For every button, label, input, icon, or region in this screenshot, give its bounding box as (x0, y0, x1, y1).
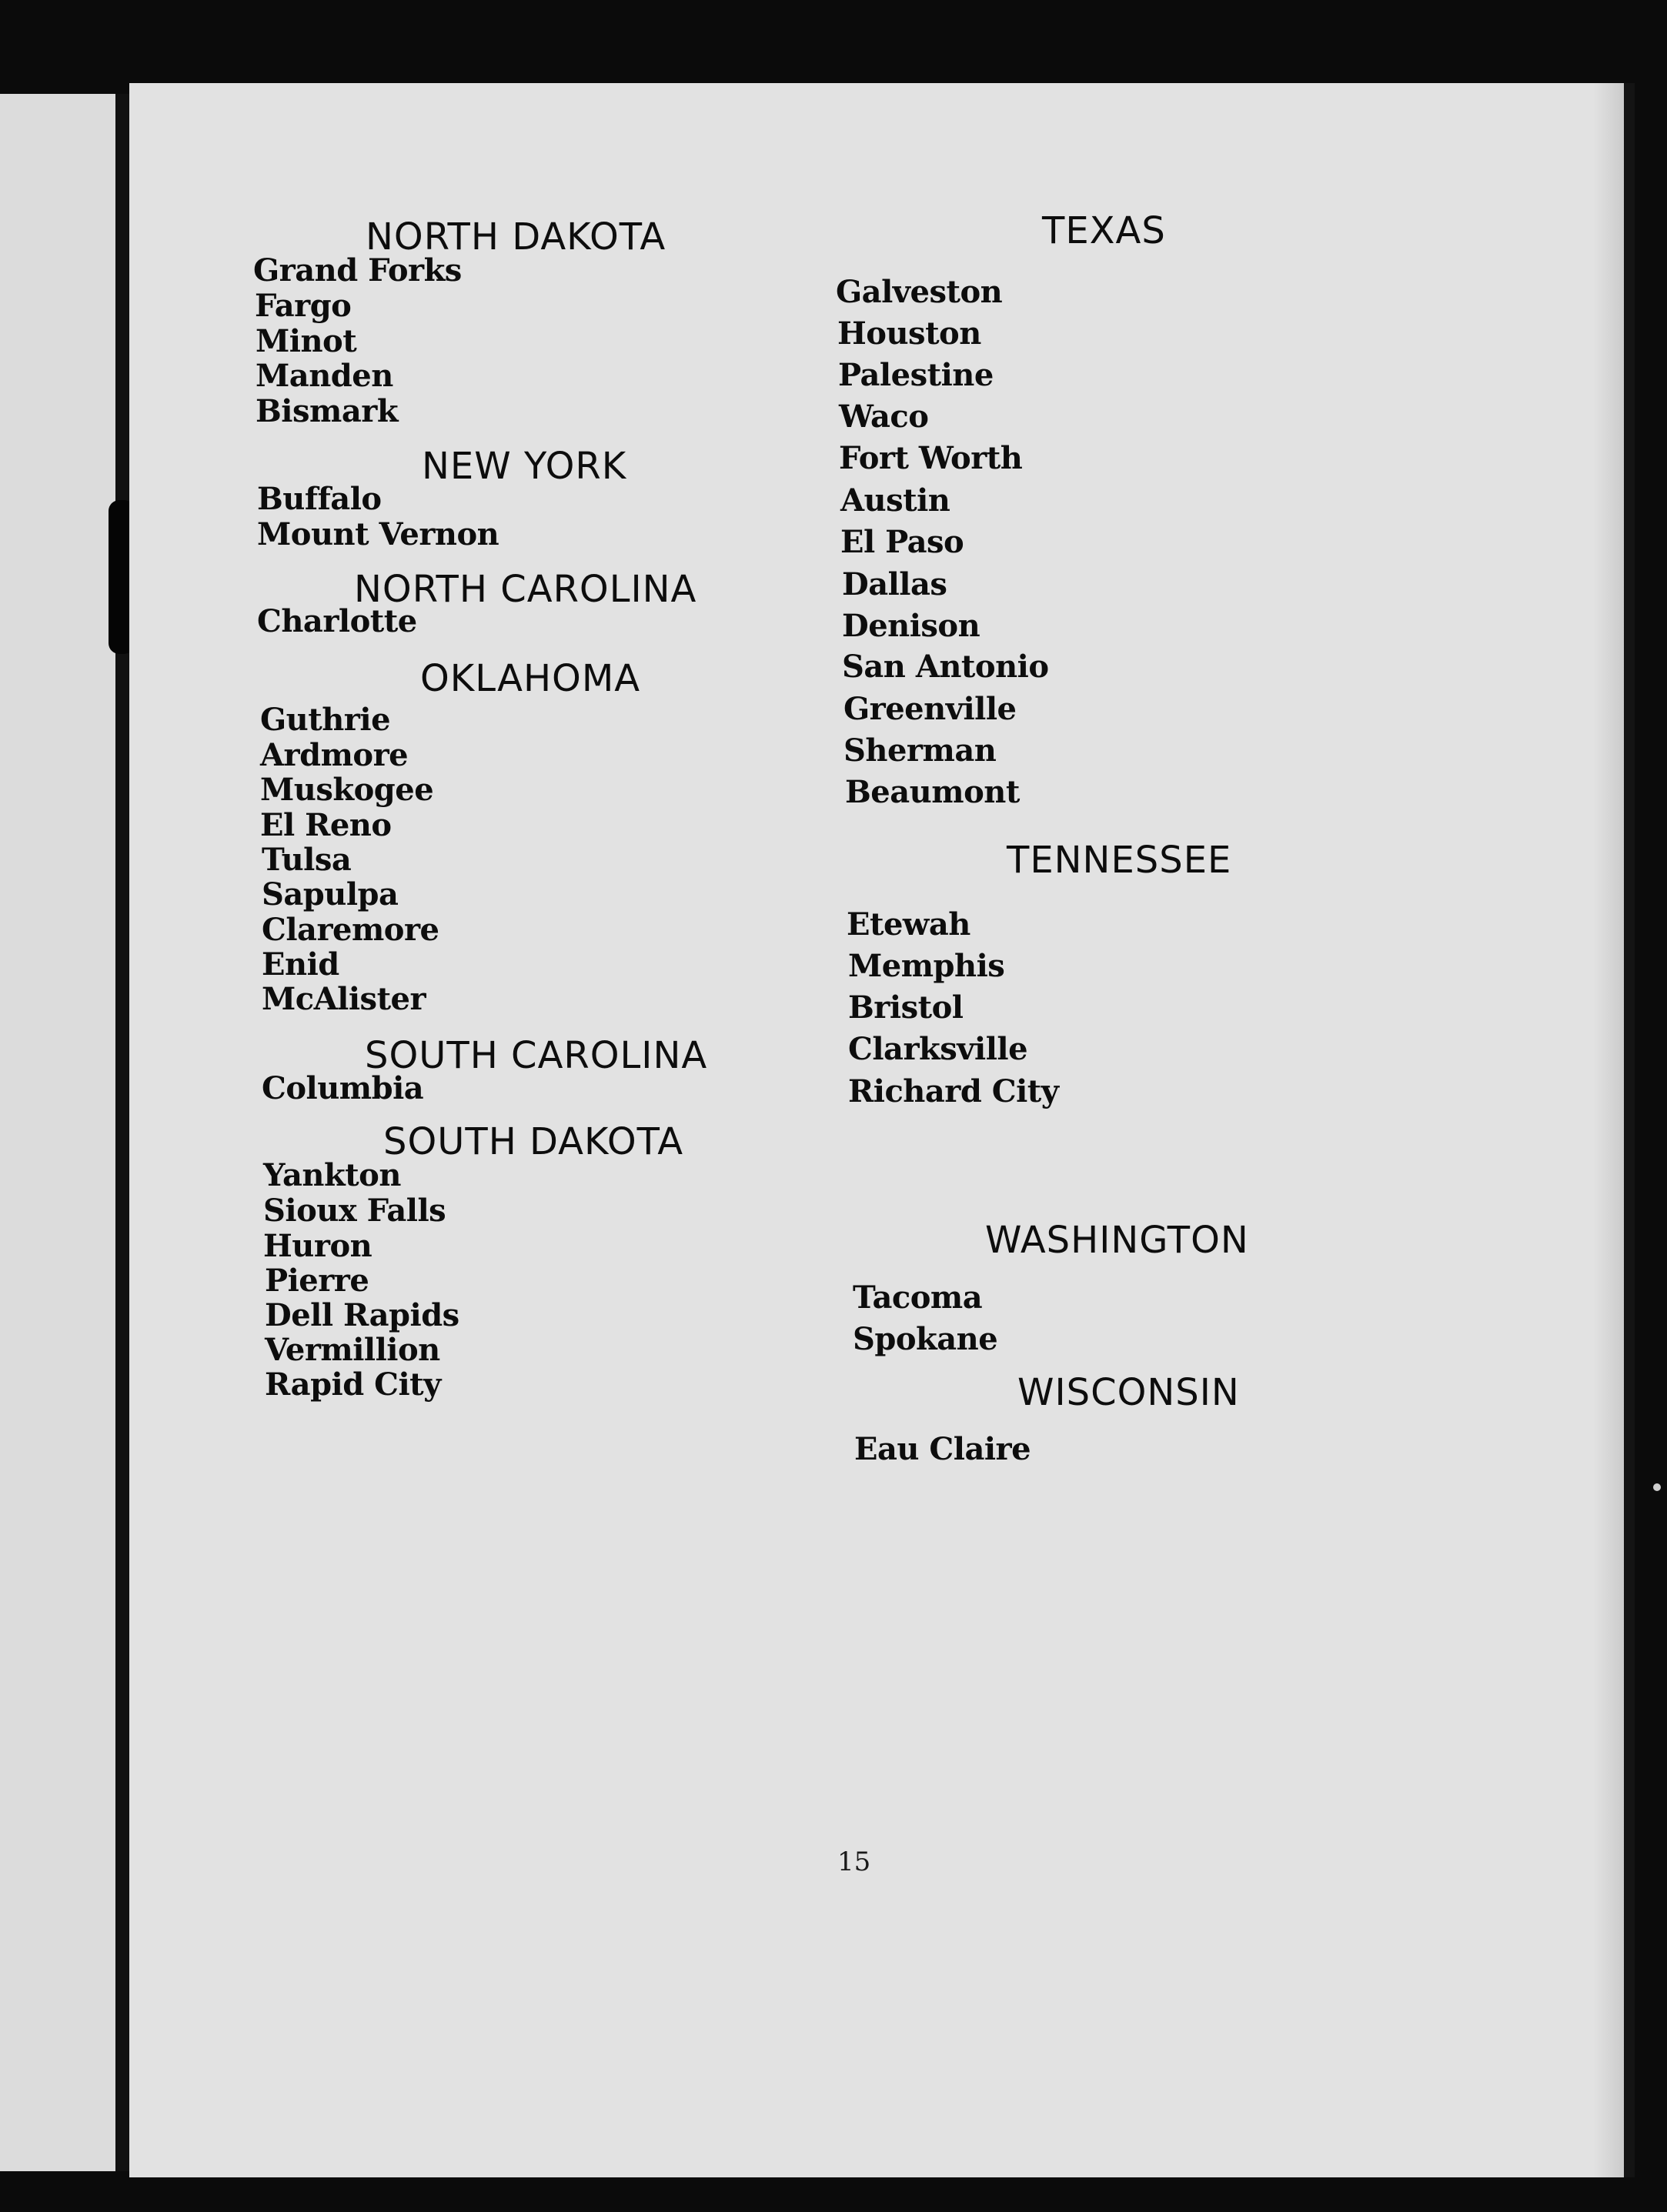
city-item: Beaumont (845, 774, 1020, 810)
city-item: Sherman (844, 732, 997, 769)
city-item: Sioux Falls (263, 1193, 446, 1229)
city-item: Pierre (265, 1263, 369, 1299)
city-item: Claremore (262, 912, 439, 948)
paper-speck (1653, 1483, 1661, 1491)
city-item: Fort Worth (839, 440, 1023, 476)
city-item: Yankton (263, 1157, 401, 1193)
city-item: Vermillion (265, 1332, 440, 1368)
state-heading: WISCONSIN (1017, 1371, 1240, 1414)
state-heading: SOUTH DAKOTA (383, 1120, 684, 1163)
state-heading: NORTH DAKOTA (366, 215, 666, 259)
city-item: Huron (263, 1228, 372, 1264)
city-item: Denison (842, 608, 980, 644)
city-item: Rapid City (265, 1366, 441, 1403)
city-item: Ardmore (260, 737, 409, 773)
city-item: Sapulpa (262, 876, 399, 912)
page-number: 15 (837, 1847, 871, 1877)
city-item: Greenville (844, 691, 1017, 727)
state-heading: SOUTH CAROLINA (365, 1034, 708, 1077)
city-item: Austin (840, 482, 950, 519)
city-item: Eau Claire (854, 1431, 1031, 1467)
city-item: Palestine (838, 357, 994, 393)
city-item: Grand Forks (253, 252, 462, 289)
city-item: McAlister (262, 981, 426, 1017)
document-page (129, 83, 1635, 2177)
city-item: Clarksville (848, 1031, 1028, 1067)
city-item: Minot (256, 323, 357, 359)
state-heading: NEW YORK (422, 445, 627, 488)
city-item: San Antonio (842, 649, 1049, 685)
city-item: Dell Rapids (265, 1297, 459, 1333)
page-gutter (115, 94, 129, 2171)
city-item: El Paso (840, 524, 964, 560)
state-heading: NORTH CAROLINA (354, 568, 697, 611)
city-item: Buffalo (257, 481, 382, 517)
city-item: Memphis (848, 948, 1005, 984)
city-item: Manden (256, 358, 393, 394)
facing-page-edge (0, 94, 115, 2171)
state-heading: TEXAS (1042, 209, 1166, 252)
city-item: Guthrie (260, 702, 391, 738)
city-item: Houston (837, 315, 981, 352)
city-item: Muskogee (260, 772, 434, 808)
city-item: Enid (262, 946, 339, 983)
city-item: Spokane (853, 1321, 998, 1357)
city-item: Bismark (256, 393, 399, 429)
state-heading: OKLAHOMA (420, 657, 641, 700)
city-item: Columbia (262, 1070, 424, 1106)
city-item: Etewah (847, 906, 970, 943)
city-item: El Reno (260, 807, 392, 843)
city-item: Tulsa (262, 842, 352, 878)
city-item: Galveston (836, 274, 1003, 310)
city-item: Richard City (848, 1073, 1059, 1109)
city-item: Mount Vernon (257, 516, 499, 552)
city-item: Charlotte (257, 603, 417, 639)
city-item: Tacoma (853, 1279, 983, 1316)
city-item: Bristol (848, 989, 964, 1026)
state-heading: WASHINGTON (985, 1219, 1249, 1262)
city-item: Dallas (842, 566, 947, 602)
state-heading: TENNESSEE (1007, 839, 1232, 882)
city-item: Fargo (255, 288, 352, 324)
city-item: Waco (839, 399, 929, 435)
